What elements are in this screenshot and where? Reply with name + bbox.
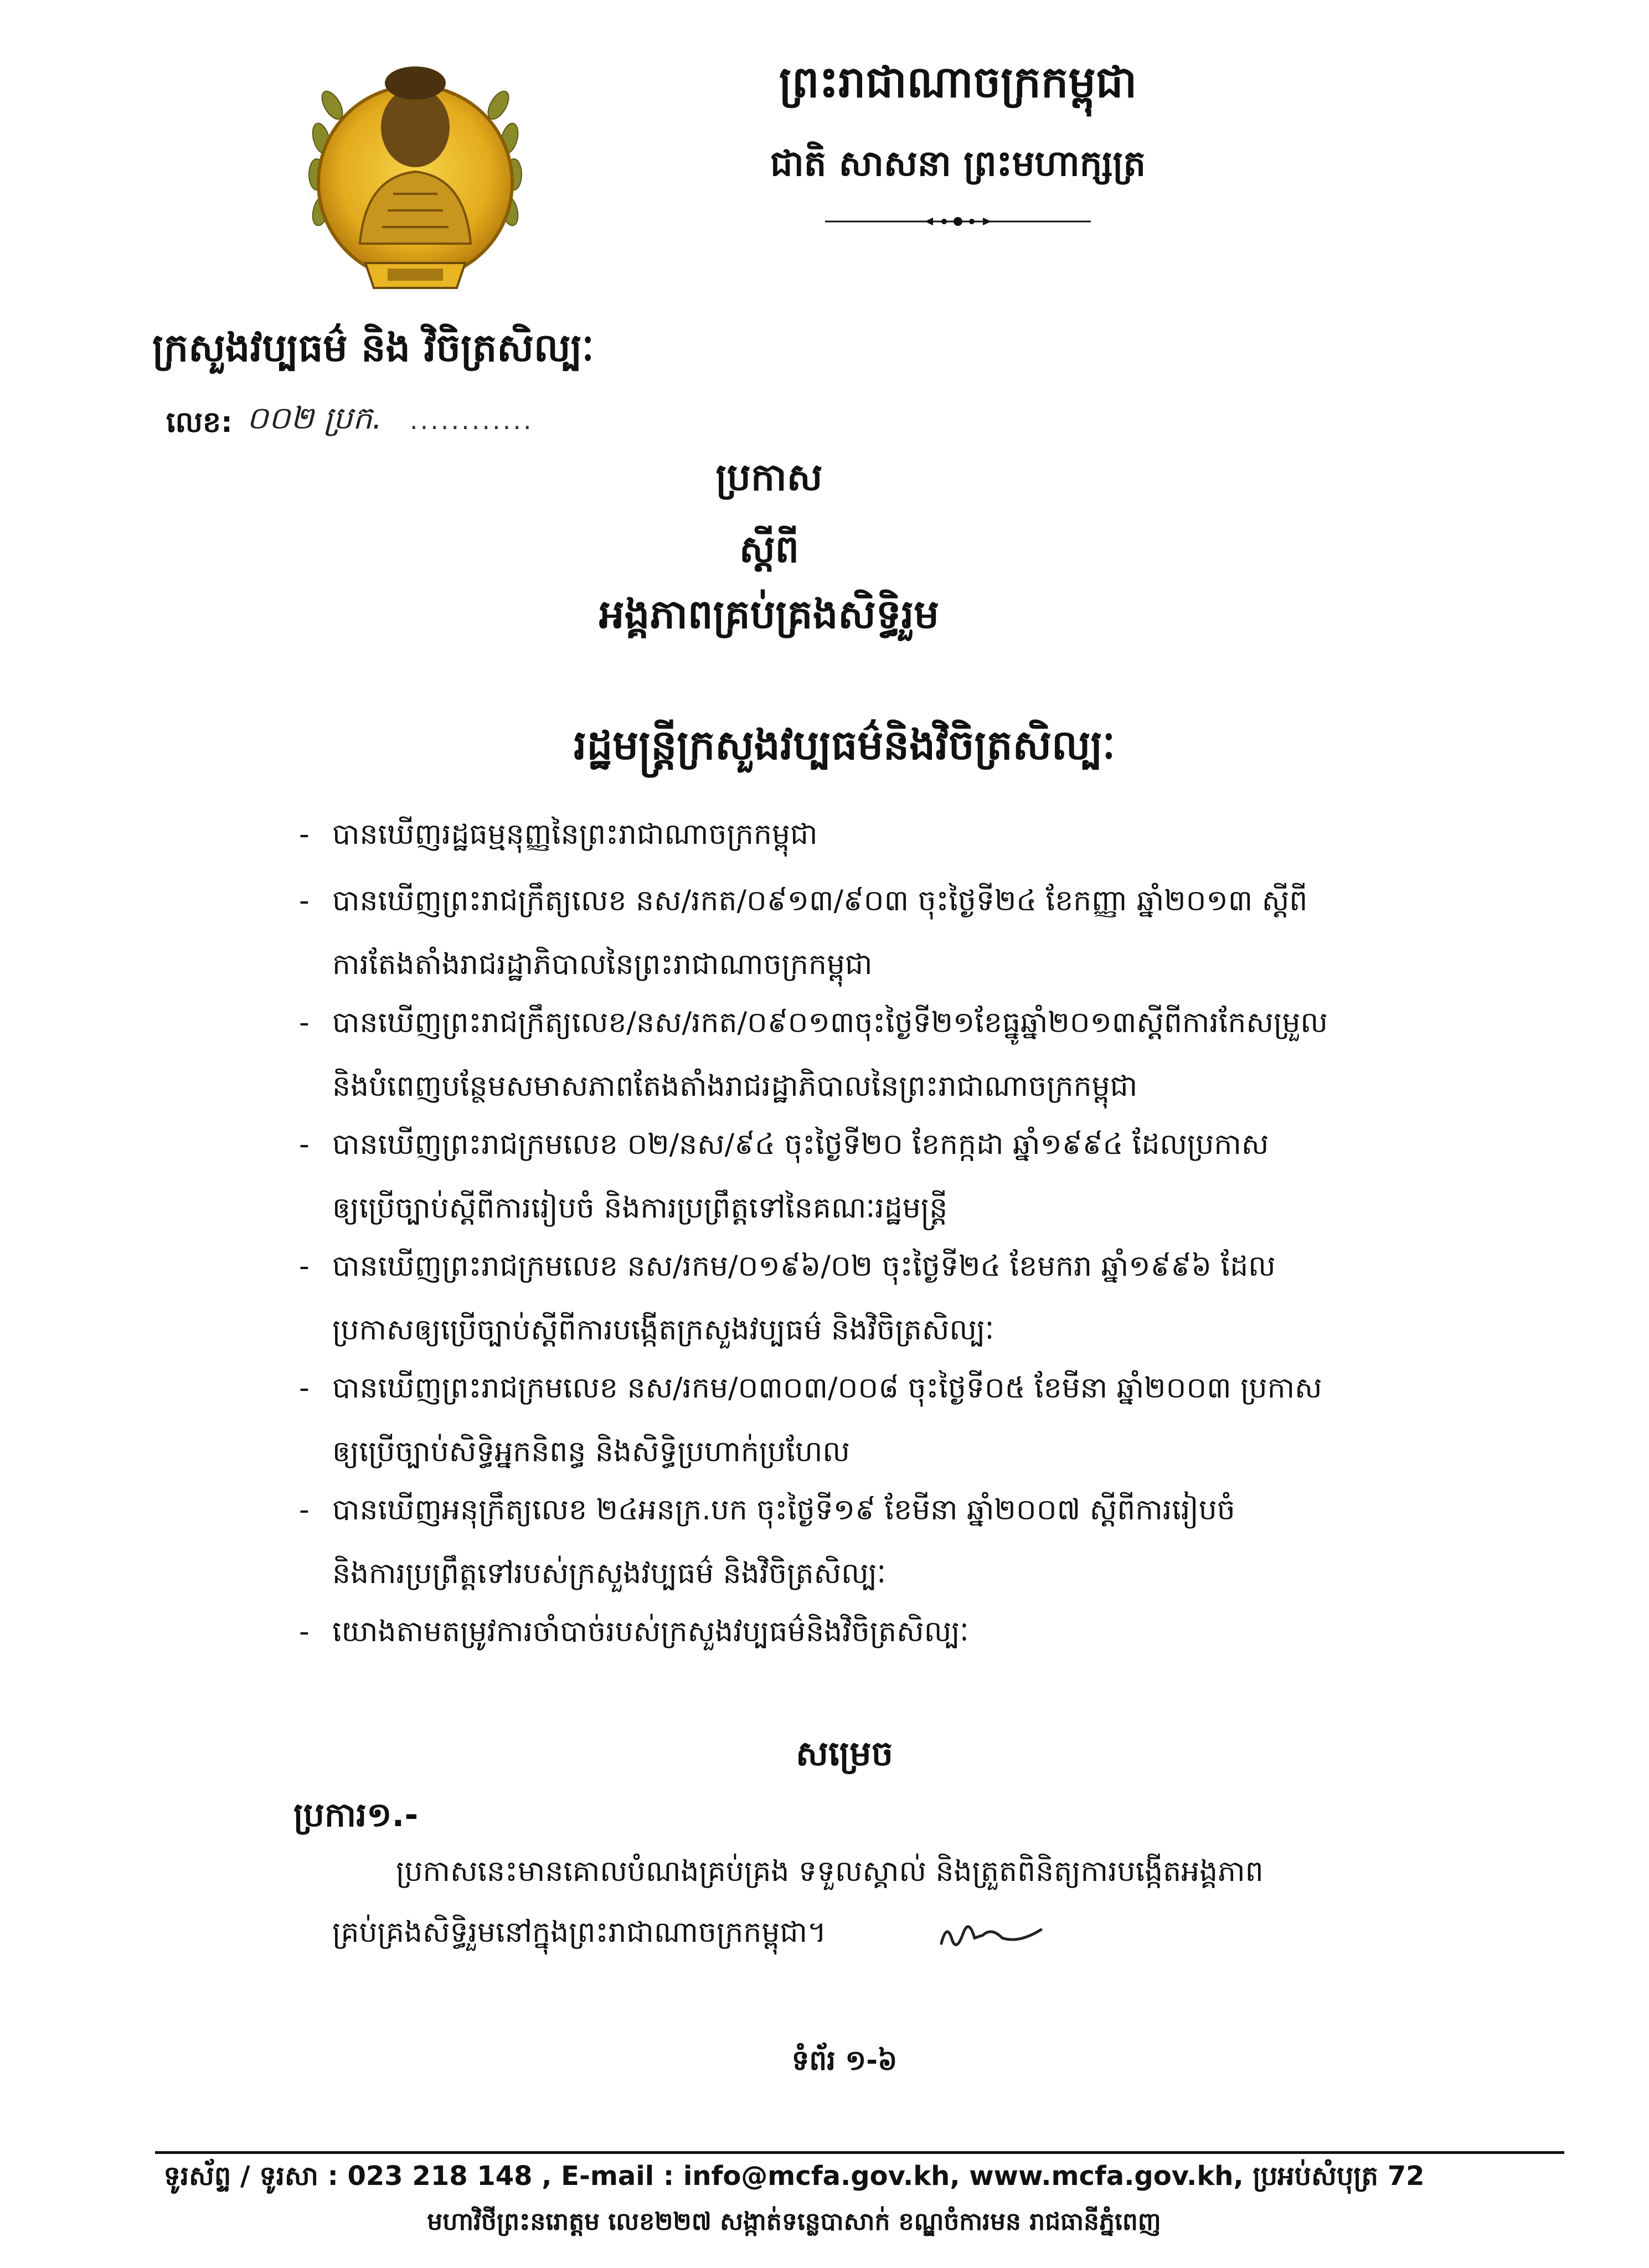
document-subject: អង្គភាពគ្រប់គ្រងសិទ្ធិរួម [599, 591, 940, 637]
list-dash: - [299, 1128, 310, 1161]
page-number: ទំព័រ ១-៦ [791, 2044, 898, 2076]
reference-number: ០០២ ប្រក. [246, 400, 383, 436]
preamble-line: បានឃើញរដ្ឋធម្មនុញ្ញនៃព្រះរាជាណាចក្រកម្ពុជា [332, 818, 818, 851]
ornament-divider-icon [825, 213, 1091, 230]
article-1-text-line: គ្រប់គ្រងសិទ្ធិរួមនៅក្នុងព្រះរាជាណាចក្រកម្ពុជា។ [332, 1916, 827, 1949]
list-dash: - [299, 1493, 310, 1527]
list-dash: - [299, 1006, 310, 1039]
list-dash: - [299, 1250, 310, 1283]
list-dash: - [299, 818, 310, 851]
kingdom-motto: ជាតិ សាសនា ព្រះមហាក្សត្រ [770, 143, 1146, 184]
footer-contact: ទូរស័ព្ទ / ទូរសា : 023 218 148 , E-mail : info@mcfa.gov.kh, www.mcfa.gov.kh, ប្រអប់សំបុត្រ 72 [163, 2161, 1425, 2192]
reference-label: លេខ: [166, 406, 233, 439]
minister-title: រដ្ឋមន្ត្រីក្រសួងវប្បធម៌និងវិចិត្រសិល្បៈ [573, 721, 1116, 769]
list-dash: - [299, 884, 310, 917]
preamble-item [299, 1478, 1523, 1606]
preamble-line: និងការប្រព្រឹត្តទៅរបស់ក្រសួងវប្បធម៌ និងវិចិត្រសិល្បៈ [332, 1557, 887, 1590]
list-dash: - [299, 1372, 310, 1405]
preamble-item [299, 1600, 1523, 1664]
preamble-item [299, 869, 1523, 997]
document-type-title: ប្រកាស [715, 456, 823, 499]
decision-title: សម្រេច [796, 1733, 893, 1774]
preamble-line: ឲ្យប្រើច្បាប់ស្តីពីការរៀបចំ និងការប្រព្រឹត្តទៅនៃគណៈរដ្ឋមន្ត្រី [332, 1192, 948, 1225]
preamble-line: និងបំពេញបន្ថែមសមាសភាពតែងតាំងរាជរដ្ឋាភិបាលនៃព្រះរាជាណាចក្រកម្ពុជា [332, 1070, 1138, 1103]
preamble-line: បានឃើញអនុក្រឹត្យលេខ ២៤អនក្រ.បក ចុះថ្ងៃទី១៩ ខែមីនា ឆ្នាំ២០០៧ ស្តីពីការរៀបចំ [332, 1493, 1235, 1527]
preamble-line: ប្រកាសឲ្យប្រើច្បាប់ស្តីពីការបង្កើតក្រសួងវប្បធម៌ និងវិចិត្រសិល្បៈ [332, 1313, 994, 1347]
preamble-line: បានឃើញព្រះរាជក្រមលេខ នស/រកម/០៣០៣/០០៨ ចុះថ្ងៃទី០៥ ខែមីនា ឆ្នាំ២០០៣ ប្រកាស [332, 1372, 1322, 1405]
footer-divider [155, 2151, 1564, 2154]
footer-address: មហាវិថីព្រះនរោត្តម លេខ២២៧ សង្កាត់ទន្លេបាសាក់ ខណ្ឌចំការមន រាជធានីភ្នំពេញ [427, 2208, 1161, 2236]
kingdom-title: ព្រះរាជាណាចក្រកម្ពុជា [779, 58, 1137, 107]
preamble-line: បានឃើញព្រះរាជក្រមលេខ នស/រកម/០១៩៦/០២ ចុះថ្ងៃទី២៤ ខែមករា ឆ្នាំ១៩៩៦ ដែល [332, 1250, 1276, 1283]
preamble-line: ការតែងតាំងរាជរដ្ឋាភិបាលនៃព្រះរាជាណាចក្រកម្ពុជា [332, 948, 873, 981]
reference-dots: ............ [410, 405, 534, 435]
preamble-item [299, 1357, 1523, 1484]
ministry-name: ក្រសួងវប្បធម៌ និង វិចិត្រសិល្បៈ [152, 325, 594, 370]
preamble-item [299, 803, 1523, 867]
article-1-text-line: ប្រកាសនេះមានគោលបំណងគ្រប់គ្រង ទទួលស្គាល់ និងត្រួតពិនិត្យការបង្កើតអង្គភាព [396, 1855, 1264, 1888]
preamble-line: យោងតាមតម្រូវការចាំបាច់របស់ក្រសួងវប្បធម៌និងវិចិត្រសិល្បៈ [332, 1615, 969, 1648]
list-dash: - [299, 1615, 310, 1648]
preamble-item [299, 1113, 1523, 1240]
preamble-line: បានឃើញព្រះរាជក្រឹត្យលេខ/នស/រកត/០៩០១៣ចុះថ្ងៃទី២១ខែធ្នូឆ្នាំ២០១៣ស្តីពីការកែសម្រួល [332, 1006, 1328, 1039]
ministry-seal-icon [299, 44, 532, 305]
preamble-line: ឲ្យប្រើច្បាប់សិទ្ធិអ្នកនិពន្ធ និងសិទ្ធិប្រហាក់ប្រហែល [332, 1435, 850, 1468]
preamble-item [299, 991, 1523, 1118]
preamble-item [299, 1235, 1523, 1362]
handwritten-initials-icon [936, 1910, 1047, 1960]
preamble-line: បានឃើញព្រះរាជក្រឹត្យលេខ នស/រកត/០៩១៣/៩០៣ ចុះថ្ងៃទី២៤ ខែកញ្ញា ឆ្នាំ២០១៣ ស្តីពី [332, 884, 1308, 917]
preamble-line: បានឃើញព្រះរាជក្រមលេខ ០២/នស/៩៤ ចុះថ្ងៃទី២០ ខែកក្កដា ឆ្នាំ១៩៩៤ ដែលប្រកាស [332, 1128, 1269, 1161]
regarding-label: ស្ដីពី [739, 528, 799, 571]
article-1-label: ប្រការ១.- [293, 1796, 419, 1834]
